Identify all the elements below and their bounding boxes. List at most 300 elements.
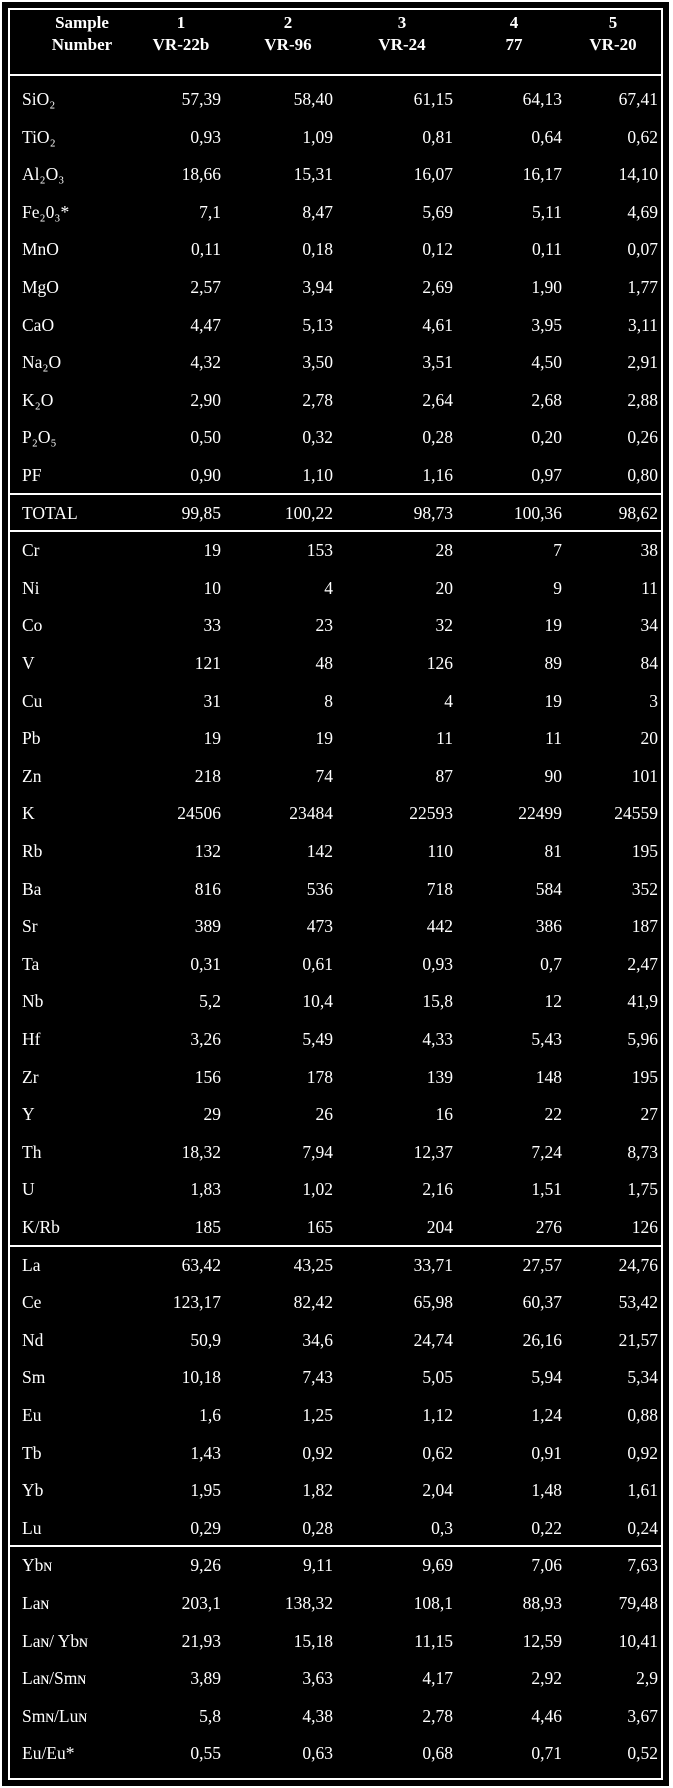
row-label: Nb [22, 991, 44, 1012]
row-value-sample-4: 89 [544, 653, 562, 673]
row-value-sample-3: 11 [436, 728, 453, 749]
row-value-sample-1: 0,29 [190, 1517, 221, 1538]
row-value-sample-5: 2,9 [636, 1668, 658, 1689]
table-row [16, 1358, 658, 1396]
sample-id: VR-96 [264, 35, 312, 54]
row-label: Cu [22, 690, 43, 711]
row-value-sample-4: 0,91 [531, 1442, 562, 1463]
row-value-sample-5: 0,26 [627, 427, 658, 448]
row-value-sample-4: 7,06 [531, 1555, 562, 1576]
table-row [16, 907, 658, 945]
row-label: Ybɴ [22, 1555, 53, 1576]
row-value-sample-1: 7,1 [199, 201, 221, 222]
row-value-sample-1: 5,2 [199, 991, 221, 1012]
row-value-sample-4: 0,20 [531, 427, 562, 448]
row-value-sample-3: 5,05 [422, 1367, 453, 1388]
row-value-sample-5: 14,10 [618, 164, 658, 185]
row-value-sample-5: 3,67 [627, 1705, 658, 1726]
row-value-sample-1: 10 [203, 577, 221, 598]
row-value-sample-3: 204 [426, 1217, 453, 1237]
row-value-sample-4: 1,24 [531, 1405, 562, 1425]
row-label: Eu/Eu* [22, 1743, 75, 1764]
row-value-sample-3: 87 [435, 765, 453, 786]
row-value-sample-5: 1,75 [627, 1179, 658, 1200]
row-value-sample-1: 19 [203, 540, 221, 561]
row-value-sample-4: 7,24 [531, 1141, 562, 1162]
row-value-sample-4: 27,57 [522, 1254, 562, 1275]
row-value-sample-5: 34 [640, 615, 658, 636]
table-row [16, 1509, 658, 1547]
row-value-sample-5: 0,92 [627, 1442, 658, 1463]
row-value-sample-4: 64,13 [522, 89, 562, 109]
row-value-sample-2: 43,25 [293, 1254, 333, 1275]
row-value-sample-5: 27 [640, 1104, 658, 1125]
row-value-sample-1: 33 [203, 615, 221, 636]
row-value-sample-2: 26 [315, 1104, 333, 1125]
row-value-sample-1: 57,39 [181, 89, 221, 109]
row-value-sample-1: 0,31 [190, 953, 221, 974]
row-value-sample-3: 0,93 [422, 953, 453, 974]
row-value-sample-4: 9 [553, 577, 562, 598]
row-value-sample-3: 98,73 [413, 502, 453, 523]
row-value-sample-5: 4,69 [627, 201, 658, 222]
row-value-sample-3: 16 [435, 1104, 453, 1125]
row-label: Cr [22, 540, 40, 561]
row-label: Ni [22, 577, 40, 598]
row-value-sample-4: 2,68 [531, 389, 562, 410]
section-divider [8, 1245, 663, 1247]
row-value-sample-2: 5,13 [302, 314, 333, 335]
row-value-sample-5: 195 [631, 841, 658, 861]
table-row [16, 343, 658, 381]
table-row [16, 1396, 658, 1434]
row-value-sample-5: 101 [631, 765, 658, 786]
row-label: Zr [22, 1066, 39, 1087]
row-value-sample-3: 65,98 [413, 1292, 453, 1313]
row-label: Nd [22, 1329, 44, 1350]
row-value-sample-2: 473 [306, 916, 333, 937]
table-row [16, 945, 658, 983]
section-divider [8, 1545, 663, 1547]
row-value-sample-4: 276 [535, 1217, 562, 1237]
row-value-sample-1: 2,57 [190, 277, 221, 297]
row-value-sample-5: 0,07 [627, 239, 658, 260]
row-value-sample-2: 138,32 [284, 1593, 333, 1613]
header-sample-3 [342, 12, 462, 56]
row-label: Sm [22, 1367, 46, 1388]
geochem-table [2, 2, 669, 1786]
row-value-sample-5: 5,34 [627, 1367, 658, 1388]
sample-number: 5 [608, 13, 618, 32]
row-value-sample-3: 2,69 [422, 277, 453, 297]
row-value-sample-2: 15,18 [293, 1630, 333, 1651]
row-label: Y [22, 1104, 35, 1125]
row-value-sample-1: 389 [194, 916, 221, 937]
row-value-sample-3: 5,69 [422, 201, 453, 222]
row-label: K [22, 803, 35, 824]
row-value-sample-1: 29 [203, 1104, 221, 1125]
row-value-sample-4: 26,16 [522, 1329, 562, 1350]
row-value-sample-1: 123,17 [172, 1292, 221, 1313]
table-row [16, 1058, 658, 1096]
table-row [16, 306, 658, 344]
table-row [16, 794, 658, 832]
row-value-sample-2: 153 [306, 540, 333, 561]
row-value-sample-1: 31 [203, 690, 221, 711]
row-value-sample-1: 218 [194, 765, 221, 786]
row-value-sample-3: 20 [435, 577, 453, 598]
table-row [16, 193, 658, 231]
header-sample-1 [121, 12, 241, 56]
row-value-sample-1: 0,11 [191, 239, 221, 260]
row-label: P₂O₅ [22, 427, 57, 448]
row-value-sample-2: 7,43 [302, 1367, 333, 1388]
row-label: Lu [22, 1517, 42, 1538]
row-value-sample-5: 3,11 [628, 314, 658, 335]
row-value-sample-4: 19 [544, 615, 562, 636]
table-header [16, 12, 655, 72]
row-value-sample-5: 38 [640, 540, 658, 561]
row-value-sample-1: 18,32 [181, 1141, 221, 1162]
table-row [16, 1546, 658, 1584]
section-divider [8, 493, 663, 495]
row-label: Al₂O₃ [22, 164, 65, 185]
row-value-sample-5: 67,41 [618, 89, 658, 109]
row-value-sample-4: 2,92 [531, 1668, 562, 1689]
row-value-sample-5: 126 [631, 1217, 658, 1237]
row-value-sample-4: 5,11 [532, 201, 562, 222]
row-value-sample-1: 3,89 [190, 1668, 221, 1689]
row-value-sample-4: 386 [535, 916, 562, 937]
row-value-sample-1: 0,55 [190, 1743, 221, 1764]
row-value-sample-5: 1,77 [627, 277, 658, 297]
row-value-sample-3: 4,61 [422, 314, 453, 335]
table-row [16, 418, 658, 456]
row-value-sample-1: 3,26 [190, 1029, 221, 1049]
row-value-sample-4: 11 [545, 728, 562, 749]
row-value-sample-1: 50,9 [190, 1329, 221, 1350]
sample-number: 4 [509, 13, 519, 32]
row-value-sample-4: 1,51 [531, 1179, 562, 1200]
row-label: Na₂O [22, 352, 62, 373]
sample-id: VR-20 [589, 35, 637, 54]
row-label: Tb [22, 1442, 42, 1463]
header-sample-5 [553, 12, 673, 56]
table-row [16, 155, 658, 193]
row-value-sample-1: 816 [194, 878, 221, 899]
row-value-sample-4: 88,93 [522, 1593, 562, 1613]
row-value-sample-1: 18,66 [181, 164, 221, 185]
row-value-sample-4: 4,46 [531, 1705, 562, 1726]
row-value-sample-4: 5,94 [531, 1367, 562, 1388]
row-label: Yb [22, 1480, 44, 1501]
row-value-sample-3: 33,71 [413, 1254, 453, 1275]
row-value-sample-3: 3,51 [422, 352, 453, 373]
row-value-sample-4: 22499 [518, 803, 562, 824]
row-value-sample-5: 0,88 [627, 1405, 658, 1425]
row-value-sample-1: 19 [203, 728, 221, 749]
row-value-sample-5: 2,88 [627, 389, 658, 410]
row-value-sample-2: 178 [306, 1066, 333, 1087]
row-label: MgO [22, 277, 59, 297]
row-value-sample-1: 21,93 [181, 1630, 221, 1651]
row-value-sample-1: 63,42 [181, 1254, 221, 1275]
row-value-sample-2: 2,78 [302, 389, 333, 410]
table-row [16, 982, 658, 1020]
table-row [16, 1697, 658, 1735]
sample-id: VR-24 [378, 35, 426, 54]
row-value-sample-4: 90 [544, 765, 562, 786]
row-value-sample-4: 81 [544, 841, 562, 861]
row-value-sample-4: 5,43 [531, 1029, 562, 1049]
row-value-sample-2: 8 [324, 690, 333, 711]
header-label-line2: Number [51, 35, 113, 54]
row-value-sample-3: 0,28 [422, 427, 453, 448]
row-value-sample-5: 10,41 [618, 1630, 658, 1651]
table-row [16, 719, 658, 757]
row-label: Ta [22, 953, 40, 974]
row-value-sample-2: 23484 [289, 803, 333, 824]
sample-number: 2 [283, 13, 293, 32]
row-value-sample-5: 53,42 [618, 1292, 658, 1313]
row-value-sample-3: 110 [427, 841, 453, 861]
row-value-sample-5: 8,73 [627, 1141, 658, 1162]
row-value-sample-1: 185 [194, 1217, 221, 1237]
row-label: Ce [22, 1292, 42, 1313]
row-value-sample-2: 0,28 [302, 1517, 333, 1538]
table-row [16, 1434, 658, 1472]
table-row [16, 1170, 658, 1208]
row-value-sample-4: 12,59 [522, 1630, 562, 1651]
row-value-sample-4: 12 [544, 991, 562, 1012]
row-value-sample-5: 24559 [614, 803, 658, 824]
row-value-sample-3: 0,62 [422, 1442, 453, 1463]
row-value-sample-1: 1,6 [199, 1405, 221, 1425]
row-value-sample-3: 11,15 [414, 1630, 453, 1651]
row-label: Sr [22, 916, 38, 937]
row-label: MnO [22, 239, 59, 260]
row-value-sample-5: 0,52 [627, 1743, 658, 1764]
table-row [16, 1584, 658, 1622]
row-value-sample-2: 19 [315, 728, 333, 749]
row-value-sample-1: 4,32 [190, 352, 221, 373]
table-row [16, 1734, 658, 1772]
row-label: Co [22, 615, 43, 636]
row-value-sample-2: 15,31 [293, 164, 333, 185]
table-row [16, 531, 658, 569]
row-value-sample-5: 195 [631, 1066, 658, 1087]
row-value-sample-3: 442 [426, 916, 453, 937]
row-value-sample-4: 1,48 [531, 1480, 562, 1501]
row-value-sample-2: 0,32 [302, 427, 333, 448]
row-value-sample-3: 0,68 [422, 1743, 453, 1764]
row-value-sample-5: 3 [649, 690, 658, 711]
table-row [16, 80, 658, 118]
row-value-sample-4: 4,50 [531, 352, 562, 373]
row-value-sample-1: 0,93 [190, 126, 221, 147]
row-value-sample-3: 4 [444, 690, 453, 711]
table-row [16, 230, 658, 268]
row-value-sample-3: 108,1 [413, 1593, 453, 1613]
row-value-sample-1: 24506 [177, 803, 221, 824]
row-value-sample-4: 0,22 [531, 1517, 562, 1538]
row-value-sample-2: 0,63 [302, 1743, 333, 1764]
row-value-sample-2: 1,02 [302, 1179, 333, 1200]
row-value-sample-4: 19 [544, 690, 562, 711]
header-label-line1: Sample [55, 13, 109, 32]
row-value-sample-4: 0,97 [531, 465, 562, 485]
row-value-sample-3: 1,16 [422, 465, 453, 485]
table-row [16, 494, 658, 532]
row-value-sample-2: 5,49 [302, 1029, 333, 1049]
row-value-sample-5: 41,9 [627, 991, 658, 1012]
row-value-sample-4: 0,64 [531, 126, 562, 147]
row-value-sample-3: 15,8 [422, 991, 453, 1012]
row-label: Th [22, 1141, 42, 1162]
row-value-sample-4: 0,11 [532, 239, 562, 260]
row-value-sample-4: 0,7 [540, 953, 562, 974]
row-value-sample-3: 2,64 [422, 389, 453, 410]
row-value-sample-5: 20 [640, 728, 658, 749]
row-value-sample-5: 21,57 [618, 1329, 658, 1350]
table-row [16, 118, 658, 156]
row-value-sample-4: 3,95 [531, 314, 562, 335]
table-row [16, 1321, 658, 1359]
row-value-sample-5: 0,24 [627, 1517, 658, 1538]
row-value-sample-5: 0,80 [627, 465, 658, 485]
row-value-sample-3: 32 [435, 615, 453, 636]
table-row [16, 1133, 658, 1171]
row-value-sample-1: 1,43 [190, 1442, 221, 1463]
row-value-sample-3: 4,33 [422, 1029, 453, 1049]
row-value-sample-3: 0,81 [422, 126, 453, 147]
row-label: SiO₂ [22, 89, 56, 109]
row-value-sample-2: 7,94 [302, 1141, 333, 1162]
row-value-sample-5: 7,63 [627, 1555, 658, 1576]
row-value-sample-3: 22593 [409, 803, 453, 824]
sample-id: 77 [505, 35, 523, 54]
row-label: PF [22, 465, 42, 485]
row-label: Zn [22, 765, 42, 786]
row-value-sample-2: 8,47 [302, 201, 333, 222]
row-value-sample-2: 0,61 [302, 953, 333, 974]
table-row [16, 1095, 658, 1133]
row-value-sample-5: 352 [631, 878, 658, 899]
sample-id: VR-22b [152, 35, 210, 54]
row-value-sample-2: 34,6 [302, 1329, 333, 1350]
row-value-sample-3: 2,78 [422, 1705, 453, 1726]
table-row [16, 1471, 658, 1509]
row-label: U [22, 1179, 35, 1200]
row-value-sample-4: 22 [544, 1104, 562, 1125]
table-row [16, 268, 658, 306]
row-value-sample-1: 10,18 [181, 1367, 221, 1388]
row-value-sample-3: 126 [426, 653, 453, 673]
row-value-sample-2: 4,38 [302, 1705, 333, 1726]
row-value-sample-5: 98,62 [618, 502, 658, 523]
row-label: Smɴ/Luɴ [22, 1705, 88, 1726]
sample-number: 1 [176, 13, 186, 32]
row-label: K₂O [22, 389, 54, 410]
row-value-sample-2: 0,18 [302, 239, 333, 260]
row-value-sample-3: 28 [435, 540, 453, 561]
row-value-sample-1: 2,90 [190, 389, 221, 410]
row-value-sample-3: 0,12 [422, 239, 453, 260]
row-value-sample-5: 2,91 [627, 352, 658, 373]
row-value-sample-4: 1,90 [531, 277, 562, 297]
row-label: Eu [22, 1405, 42, 1425]
table-row [16, 606, 658, 644]
row-value-sample-2: 3,50 [302, 352, 333, 373]
row-value-sample-5: 84 [640, 653, 658, 673]
row-value-sample-1: 9,26 [190, 1555, 221, 1576]
row-value-sample-4: 584 [535, 878, 562, 899]
row-value-sample-3: 139 [426, 1066, 453, 1087]
row-value-sample-5: 2,47 [627, 953, 658, 974]
row-value-sample-1: 203,1 [181, 1593, 221, 1613]
row-value-sample-1: 1,83 [190, 1179, 221, 1200]
row-value-sample-5: 187 [631, 916, 658, 937]
table-row [16, 569, 658, 607]
row-value-sample-2: 1,09 [302, 126, 333, 147]
row-value-sample-1: 99,85 [181, 502, 221, 523]
row-value-sample-1: 4,47 [190, 314, 221, 335]
row-value-sample-2: 9,11 [303, 1555, 333, 1576]
row-label: K/Rb [22, 1217, 60, 1237]
row-value-sample-5: 24,76 [618, 1254, 658, 1275]
row-value-sample-2: 1,10 [302, 465, 333, 485]
row-value-sample-1: 121 [194, 653, 221, 673]
row-value-sample-1: 132 [194, 841, 221, 861]
row-value-sample-3: 61,15 [413, 89, 453, 109]
row-value-sample-4: 148 [535, 1066, 562, 1087]
row-value-sample-2: 142 [306, 841, 333, 861]
row-value-sample-1: 5,8 [199, 1705, 221, 1726]
row-value-sample-1: 0,90 [190, 465, 221, 485]
table-row [16, 381, 658, 419]
row-value-sample-2: 23 [315, 615, 333, 636]
row-label: CaO [22, 314, 55, 335]
row-value-sample-2: 165 [306, 1217, 333, 1237]
row-value-sample-3: 24,74 [413, 1329, 453, 1350]
row-value-sample-3: 2,04 [422, 1480, 453, 1501]
table-row [16, 757, 658, 795]
row-value-sample-3: 0,3 [431, 1517, 453, 1538]
row-label: Fe₂0₃* [22, 201, 70, 222]
sample-number: 3 [397, 13, 407, 32]
row-value-sample-2: 1,82 [302, 1480, 333, 1501]
table-row [16, 456, 658, 494]
row-value-sample-2: 48 [315, 653, 333, 673]
row-label: Laɴ [22, 1593, 50, 1613]
row-label: Laɴ/Smɴ [22, 1668, 87, 1689]
row-label: Pb [22, 728, 41, 749]
row-value-sample-5: 11 [641, 577, 658, 598]
row-label: Hf [22, 1029, 41, 1049]
table-row [16, 1659, 658, 1697]
row-value-sample-2: 1,25 [302, 1405, 333, 1425]
table-row [16, 870, 658, 908]
row-value-sample-5: 1,61 [627, 1480, 658, 1501]
row-value-sample-3: 2,16 [422, 1179, 453, 1200]
row-value-sample-3: 718 [426, 878, 453, 899]
table-row [16, 644, 658, 682]
row-value-sample-3: 4,17 [422, 1668, 453, 1689]
row-value-sample-1: 1,95 [190, 1480, 221, 1501]
table-row [16, 832, 658, 870]
row-value-sample-5: 0,62 [627, 126, 658, 147]
row-value-sample-4: 100,36 [513, 502, 562, 523]
